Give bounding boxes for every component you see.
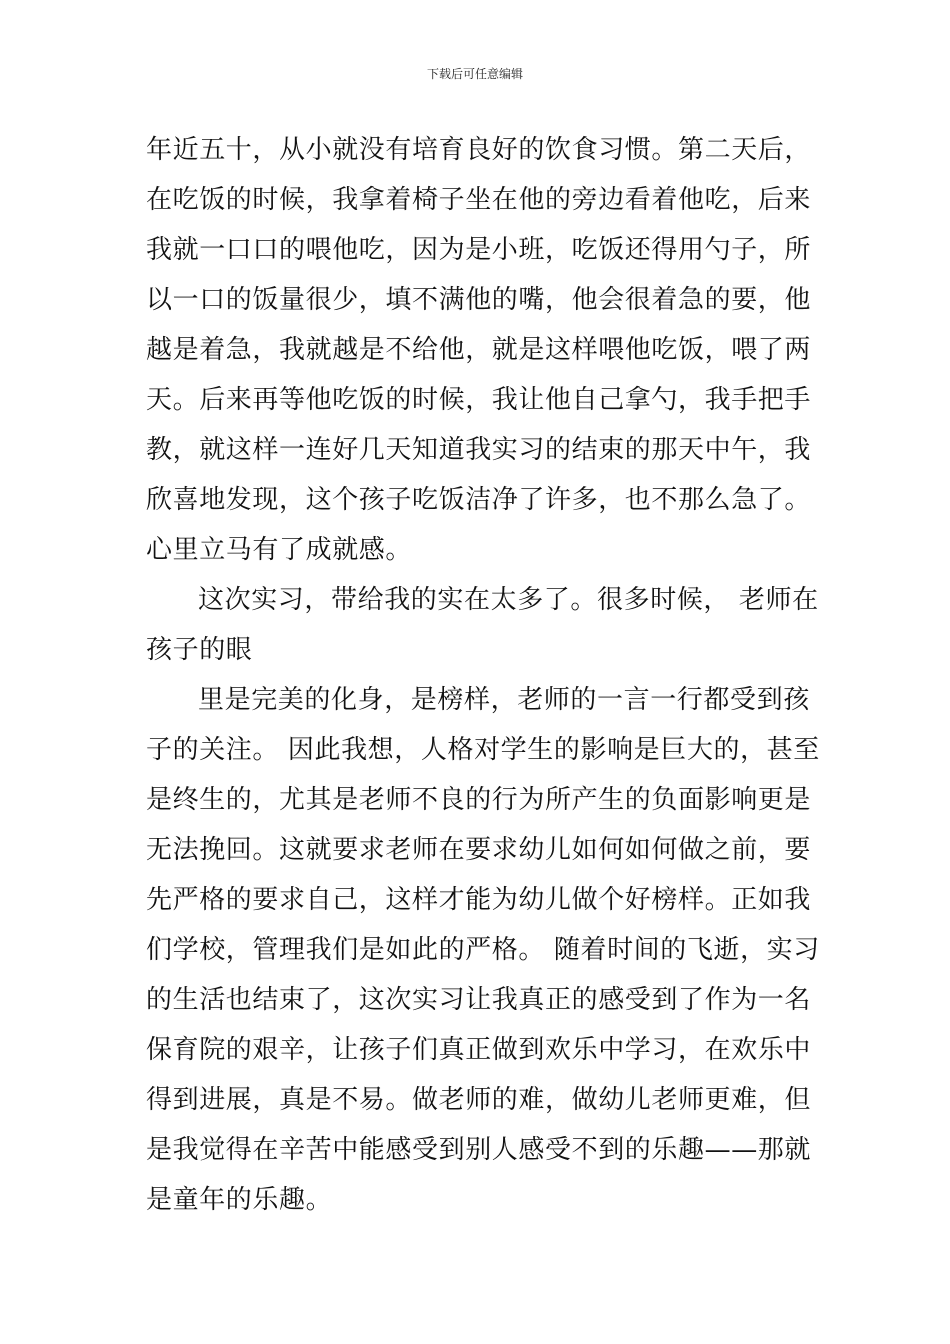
body-text-line: 孩子的眼	[146, 635, 253, 665]
body-text-line: 教，就这样一连好几天知道我实习的结束的那天中午，我	[146, 435, 812, 465]
body-text-line: 我就一口口的喂他吃，因为是小班，吃饭还得用勺子，所	[146, 235, 812, 265]
body-text-line: 是童年的乐趣。	[146, 1185, 333, 1215]
body-text-line: 无法挽回。这就要求老师在要求幼儿如何如何做之前，要	[146, 835, 812, 865]
body-text-line: 子的关注。 因此我想，人格对学生的影响是巨大的，甚至	[146, 735, 820, 765]
body-text-line: 是我觉得在辛苦中能感受到别人感受不到的乐趣——那就	[146, 1135, 812, 1165]
body-text-line: 保育院的艰辛，让孩子们真正做到欢乐中学习，在欢乐中	[146, 1035, 812, 1065]
paragraph-first-line: 这次实习，带给我的实在太多了。很多时候， 老师在	[198, 585, 819, 615]
body-text-line: 的生活也结束了，这次实习让我真正的感受到了作为一名	[146, 985, 812, 1015]
body-text-line: 们学校，管理我们是如此的严格。 随着时间的飞逝，实习	[146, 935, 820, 965]
body-text-line: 是终生的，尤其是老师不良的行为所产生的负面影响更是	[146, 785, 812, 815]
body-text-line: 年近五十，从小就没有培育良好的饮食习惯。第二天后，	[146, 135, 812, 165]
body-text-line: 欣喜地发现，这个孩子吃饭洁净了许多，也不那么急了。	[146, 485, 812, 515]
body-text-line: 越是着急，我就越是不给他，就是这样喂他吃饭，喂了两	[146, 335, 812, 365]
page-header-note: 下载后可任意编辑	[426, 67, 523, 81]
body-text-line: 天。后来再等他吃饭的时候，我让他自己拿勺，我手把手	[146, 385, 812, 415]
body-text-line: 得到进展，真是不易。做老师的难，做幼儿老师更难，但	[146, 1085, 812, 1115]
body-text-line: 以一口的饭量很少，填不满他的嘴，他会很着急的要，他	[146, 285, 812, 315]
body-text-line: 心里立马有了成就感。	[146, 535, 413, 565]
paragraph-first-line: 里是完美的化身，是榜样，老师的一言一行都受到孩	[198, 685, 810, 715]
body-text-line: 在吃饭的时候，我拿着椅子坐在他的旁边看着他吃，后来	[146, 185, 812, 215]
body-text-line: 先严格的要求自己，这样才能为幼儿做个好榜样。正如我	[146, 885, 812, 915]
